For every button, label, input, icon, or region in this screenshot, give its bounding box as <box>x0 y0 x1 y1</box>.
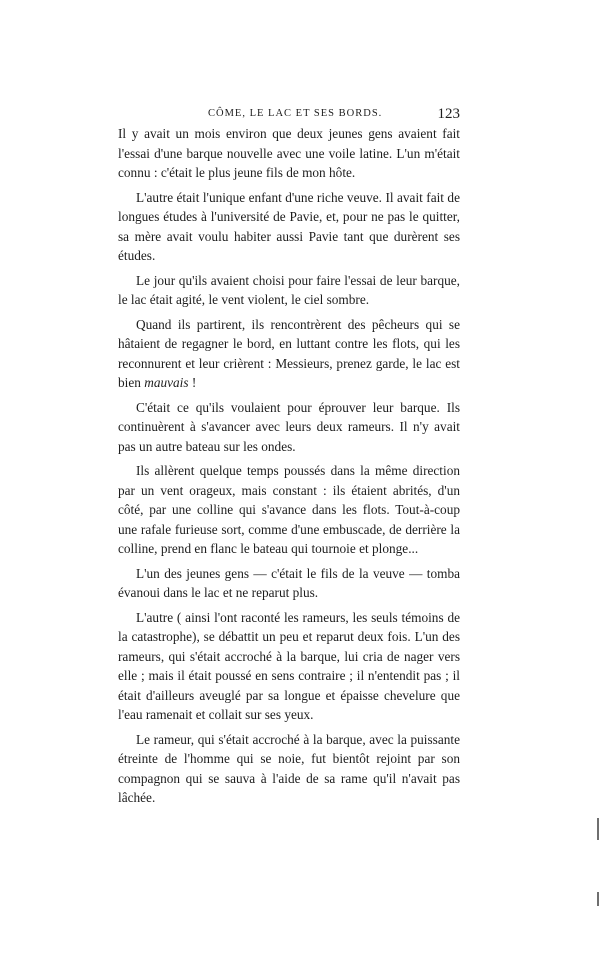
paragraph: Le jour qu'ils avaient choisi pour faire l'essai de leur barque, le lac était agité, le vent violent, le ciel sombre. <box>118 272 460 307</box>
paragraph: Quand ils partirent, ils rencontrèrent des pêcheurs qui se hâtaient de regagner le bord, en luttant contre les flots, qui les reconnurent et leur crièrent : Messieurs, prenez garde, le lac est bien mauvais ! <box>118 316 460 390</box>
scan-edge-mark <box>597 892 599 906</box>
scan-edge-mark <box>597 818 599 840</box>
page-number: 123 <box>437 106 460 122</box>
running-title: CÔME, LE LAC ET SES BORDS. <box>208 108 383 119</box>
emphasis: mauvais <box>144 375 189 390</box>
paragraph: C'était ce qu'ils voulaient pour éprouver leur barque. Ils continuèrent à s'avancer avec leurs deux rameurs. Il n'y avait pas un autre bateau sur les ondes. <box>118 399 460 454</box>
page-header <box>118 104 460 124</box>
body-text <box>118 124 460 813</box>
paragraph: L'autre ( ainsi l'ont raconté les rameurs, les seuls témoins de la catastrophe), se débattit un peu et reparut deux fois. L'un des rameurs, qui s'était accroché à la barque, lui cria de nager vers elle ; mais il était poussé en sens contraire ; il n'entendit pas ; il était d'ailleurs aveuglé par sa longue et épaisse chevelure que l'eau ramenait et collait sur ses yeux. <box>118 609 460 722</box>
paragraph: L'autre était l'unique enfant d'une riche veuve. Il avait fait de longues études à l'université de Pavie, et, pour ne pas le quitter, sa mère avait voulu habiter aussi Pavie tant que durèrent ses études. <box>118 189 460 263</box>
paragraph: Ils allèrent quelque temps poussés dans la même direction par un vent orageux, mais constant : ils étaient abrités, d'un côté, par une colline qui s'avance dans les flots. Tout-à-coup une rafale furieuse sort, comme d'une embuscade, de derrière la colline, prend en flanc le bateau qui tournoie et plonge... <box>118 463 460 556</box>
paragraph: Il y avait un mois environ que deux jeunes gens avaient fait l'essai d'une barque nouvelle avec une voile latine. L'un m'était connu : c'était le plus jeune fils de mon hôte. <box>118 126 460 180</box>
paragraph: Le rameur, qui s'était accroché à la barque, avec la puissante étreinte de l'homme qui se noie, fut bientôt rejoint par son compagnon qui se sauva à l'aide de sa rame qu'il n'avait pas lâchée. <box>118 731 460 805</box>
paragraph: L'un des jeunes gens — c'était le fils de la veuve — tomba évanoui dans le lac et ne reparut plus. <box>118 565 460 600</box>
